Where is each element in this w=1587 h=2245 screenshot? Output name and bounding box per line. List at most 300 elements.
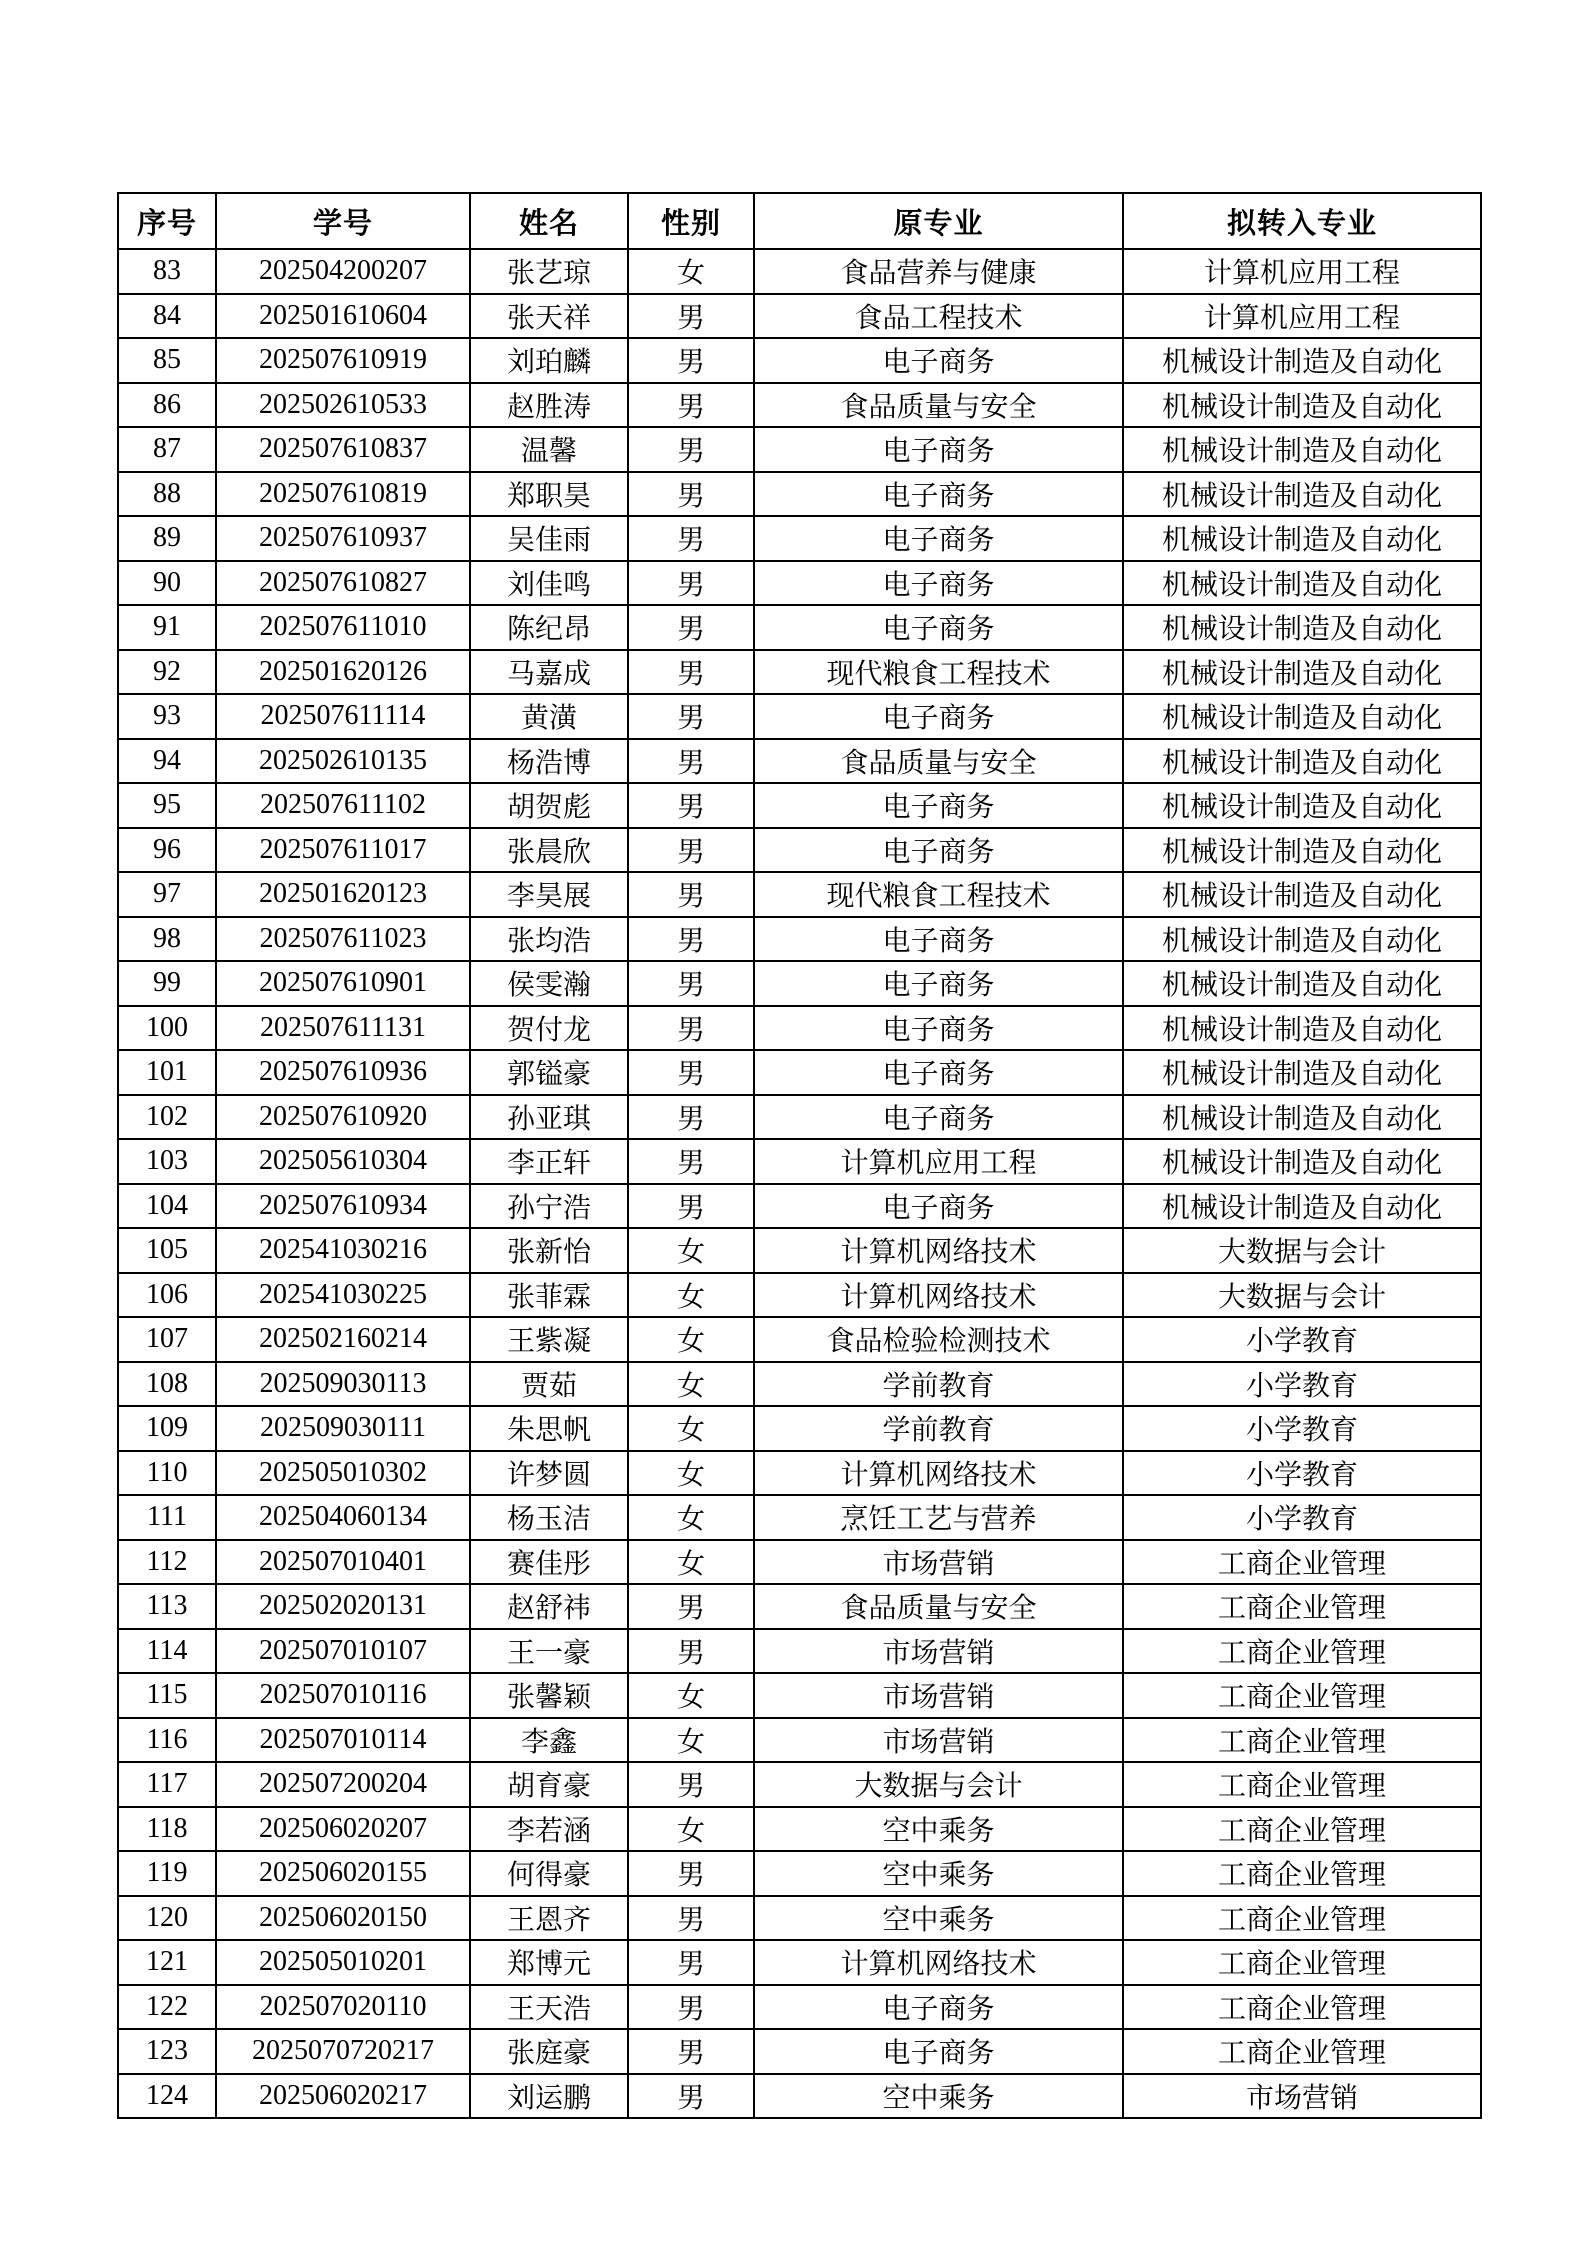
table-row: [118, 1095, 1481, 1140]
cell-original-major: 空中乘务: [754, 1807, 1123, 1852]
cell-gender: 女: [628, 1451, 754, 1496]
cell-name: 张天祥: [470, 294, 628, 339]
cell-serial-number: 98: [118, 917, 216, 962]
cell-gender: 女: [628, 1540, 754, 1585]
table-row: [118, 1406, 1481, 1451]
table-row: [118, 917, 1481, 962]
cell-original-major: 电子商务: [754, 1985, 1123, 2030]
cell-original-major: 计算机网络技术: [754, 1940, 1123, 1985]
cell-gender: 男: [628, 917, 754, 962]
cell-name: 贺付龙: [470, 1006, 628, 1051]
cell-serial-number: 124: [118, 2074, 216, 2119]
table-header-row: [118, 193, 1481, 249]
cell-target-major: 工商企业管理: [1123, 1985, 1481, 2030]
cell-student-id: 202541030225: [216, 1273, 470, 1318]
cell-serial-number: 108: [118, 1362, 216, 1407]
cell-name: 赵舒祎: [470, 1584, 628, 1629]
cell-serial-number: 114: [118, 1629, 216, 1674]
cell-original-major: 电子商务: [754, 516, 1123, 561]
cell-student-id: 202505610304: [216, 1139, 470, 1184]
cell-target-major: 工商企业管理: [1123, 1940, 1481, 1985]
cell-serial-number: 88: [118, 472, 216, 517]
cell-target-major: 小学教育: [1123, 1495, 1481, 1540]
cell-gender: 男: [628, 694, 754, 739]
cell-original-major: 大数据与会计: [754, 1762, 1123, 1807]
cell-serial-number: 121: [118, 1940, 216, 1985]
cell-serial-number: 104: [118, 1184, 216, 1229]
cell-target-major: 工商企业管理: [1123, 1673, 1481, 1718]
cell-target-major: 计算机应用工程: [1123, 249, 1481, 294]
cell-student-id: 202501620126: [216, 650, 470, 695]
cell-target-major: 小学教育: [1123, 1362, 1481, 1407]
cell-original-major: 空中乘务: [754, 1896, 1123, 1941]
cell-target-major: 机械设计制造及自动化: [1123, 1050, 1481, 1095]
cell-gender: 男: [628, 872, 754, 917]
cell-name: 张菲霖: [470, 1273, 628, 1318]
cell-target-major: 机械设计制造及自动化: [1123, 383, 1481, 428]
cell-name: 李正轩: [470, 1139, 628, 1184]
cell-student-id: 202502020131: [216, 1584, 470, 1629]
table-row: [118, 1006, 1481, 1051]
cell-name: 王紫凝: [470, 1317, 628, 1362]
cell-gender: 男: [628, 2074, 754, 2119]
cell-name: 胡育豪: [470, 1762, 628, 1807]
cell-name: 许梦圆: [470, 1451, 628, 1496]
table-row: [118, 249, 1481, 294]
cell-serial-number: 115: [118, 1673, 216, 1718]
table-row: [118, 1896, 1481, 1941]
cell-original-major: 电子商务: [754, 961, 1123, 1006]
cell-student-id: 202502610135: [216, 739, 470, 784]
table-row: [118, 1273, 1481, 1318]
cell-student-id: 202507610901: [216, 961, 470, 1006]
cell-serial-number: 122: [118, 1985, 216, 2030]
cell-serial-number: 89: [118, 516, 216, 561]
cell-name: 贾茹: [470, 1362, 628, 1407]
cell-serial-number: 103: [118, 1139, 216, 1184]
cell-gender: 女: [628, 1228, 754, 1273]
cell-student-id: 202507611017: [216, 828, 470, 873]
cell-gender: 男: [628, 1139, 754, 1184]
cell-name: 郑博元: [470, 1940, 628, 1985]
cell-serial-number: 123: [118, 2029, 216, 2074]
table-row: [118, 694, 1481, 739]
cell-original-major: 电子商务: [754, 427, 1123, 472]
table-row: [118, 1985, 1481, 2030]
cell-gender: 男: [628, 605, 754, 650]
table-row: [118, 472, 1481, 517]
cell-gender: 男: [628, 427, 754, 472]
cell-target-major: 小学教育: [1123, 1317, 1481, 1362]
cell-serial-number: 105: [118, 1228, 216, 1273]
cell-target-major: 机械设计制造及自动化: [1123, 472, 1481, 517]
cell-gender: 男: [628, 1851, 754, 1896]
cell-original-major: 食品质量与安全: [754, 739, 1123, 784]
cell-gender: 男: [628, 650, 754, 695]
cell-name: 刘运鹏: [470, 2074, 628, 2119]
cell-name: 李鑫: [470, 1718, 628, 1763]
cell-serial-number: 120: [118, 1896, 216, 1941]
cell-serial-number: 92: [118, 650, 216, 695]
cell-gender: 男: [628, 783, 754, 828]
cell-serial-number: 109: [118, 1406, 216, 1451]
cell-student-id: 202502160214: [216, 1317, 470, 1362]
cell-name: 胡贺彪: [470, 783, 628, 828]
cell-original-major: 食品检验检测技术: [754, 1317, 1123, 1362]
cell-original-major: 空中乘务: [754, 2074, 1123, 2119]
cell-student-id: 202507611102: [216, 783, 470, 828]
cell-student-id: 202507020110: [216, 1985, 470, 2030]
header-student-id: 学号: [216, 193, 470, 249]
cell-target-major: 工商企业管理: [1123, 2029, 1481, 2074]
cell-serial-number: 100: [118, 1006, 216, 1051]
cell-target-major: 机械设计制造及自动化: [1123, 917, 1481, 962]
cell-gender: 男: [628, 383, 754, 428]
cell-name: 张新怡: [470, 1228, 628, 1273]
cell-gender: 女: [628, 1317, 754, 1362]
table-row: [118, 561, 1481, 606]
cell-serial-number: 119: [118, 1851, 216, 1896]
cell-student-id: 202504200207: [216, 249, 470, 294]
cell-original-major: 市场营销: [754, 1540, 1123, 1585]
cell-name: 杨浩博: [470, 739, 628, 784]
cell-target-major: 机械设计制造及自动化: [1123, 1139, 1481, 1184]
cell-target-major: 机械设计制造及自动化: [1123, 338, 1481, 383]
cell-serial-number: 90: [118, 561, 216, 606]
cell-gender: 男: [628, 1629, 754, 1674]
cell-student-id: 202507611010: [216, 605, 470, 650]
table-row: [118, 828, 1481, 873]
cell-name: 郑职昊: [470, 472, 628, 517]
cell-name: 赵胜涛: [470, 383, 628, 428]
table-row: [118, 1629, 1481, 1674]
cell-target-major: 计算机应用工程: [1123, 294, 1481, 339]
transfer-table: [117, 192, 1482, 2119]
cell-target-major: 机械设计制造及自动化: [1123, 872, 1481, 917]
table-row: [118, 1495, 1481, 1540]
cell-serial-number: 91: [118, 605, 216, 650]
cell-target-major: 机械设计制造及自动化: [1123, 561, 1481, 606]
cell-original-major: 电子商务: [754, 1006, 1123, 1051]
cell-target-major: 市场营销: [1123, 2074, 1481, 2119]
cell-original-major: 电子商务: [754, 1050, 1123, 1095]
cell-name: 王天浩: [470, 1985, 628, 2030]
cell-student-id: 202506020207: [216, 1807, 470, 1852]
cell-original-major: 现代粮食工程技术: [754, 872, 1123, 917]
table-row: [118, 1762, 1481, 1807]
cell-gender: 男: [628, 1050, 754, 1095]
cell-original-major: 学前教育: [754, 1406, 1123, 1451]
cell-student-id: 202507611114: [216, 694, 470, 739]
cell-gender: 男: [628, 1184, 754, 1229]
cell-target-major: 工商企业管理: [1123, 1807, 1481, 1852]
cell-student-id: 202504060134: [216, 1495, 470, 1540]
cell-target-major: 机械设计制造及自动化: [1123, 1006, 1481, 1051]
cell-name: 马嘉成: [470, 650, 628, 695]
cell-student-id: 202507010116: [216, 1673, 470, 1718]
table-row: [118, 294, 1481, 339]
table-row: [118, 383, 1481, 428]
cell-student-id: 202507610919: [216, 338, 470, 383]
cell-target-major: 机械设计制造及自动化: [1123, 516, 1481, 561]
cell-original-major: 学前教育: [754, 1362, 1123, 1407]
cell-name: 李若涵: [470, 1807, 628, 1852]
cell-target-major: 工商企业管理: [1123, 1762, 1481, 1807]
table-row: [118, 961, 1481, 1006]
cell-name: 朱思帆: [470, 1406, 628, 1451]
cell-original-major: 计算机应用工程: [754, 1139, 1123, 1184]
table-row: [118, 1807, 1481, 1852]
cell-gender: 男: [628, 739, 754, 784]
cell-student-id: 202501620123: [216, 872, 470, 917]
cell-target-major: 小学教育: [1123, 1406, 1481, 1451]
cell-serial-number: 97: [118, 872, 216, 917]
cell-name: 吴佳雨: [470, 516, 628, 561]
cell-serial-number: 87: [118, 427, 216, 472]
cell-serial-number: 110: [118, 1451, 216, 1496]
cell-gender: 男: [628, 294, 754, 339]
cell-name: 黄潢: [470, 694, 628, 739]
cell-name: 孙宁浩: [470, 1184, 628, 1229]
cell-name: 杨玉洁: [470, 1495, 628, 1540]
cell-name: 张均浩: [470, 917, 628, 962]
cell-gender: 男: [628, 516, 754, 561]
cell-student-id: 202506020155: [216, 1851, 470, 1896]
cell-serial-number: 111: [118, 1495, 216, 1540]
cell-serial-number: 106: [118, 1273, 216, 1318]
cell-target-major: 机械设计制造及自动化: [1123, 694, 1481, 739]
cell-student-id: 202507010114: [216, 1718, 470, 1763]
table-row: [118, 605, 1481, 650]
cell-gender: 男: [628, 338, 754, 383]
cell-gender: 女: [628, 1362, 754, 1407]
cell-student-id: 202509030113: [216, 1362, 470, 1407]
header-serial-number: 序号: [118, 193, 216, 249]
cell-serial-number: 93: [118, 694, 216, 739]
cell-target-major: 大数据与会计: [1123, 1228, 1481, 1273]
cell-student-id: 202501610604: [216, 294, 470, 339]
cell-student-id: 202507010107: [216, 1629, 470, 1674]
cell-gender: 女: [628, 1495, 754, 1540]
cell-gender: 女: [628, 1807, 754, 1852]
cell-original-major: 食品质量与安全: [754, 1584, 1123, 1629]
cell-gender: 男: [628, 961, 754, 1006]
table-row: [118, 1940, 1481, 1985]
cell-target-major: 小学教育: [1123, 1451, 1481, 1496]
cell-gender: 男: [628, 1985, 754, 2030]
cell-name: 温馨: [470, 427, 628, 472]
table-row: [118, 2029, 1481, 2074]
cell-original-major: 电子商务: [754, 1095, 1123, 1140]
cell-name: 张晨欣: [470, 828, 628, 873]
cell-serial-number: 117: [118, 1762, 216, 1807]
cell-target-major: 机械设计制造及自动化: [1123, 961, 1481, 1006]
cell-name: 侯雯瀚: [470, 961, 628, 1006]
cell-gender: 女: [628, 1273, 754, 1318]
cell-name: 张庭豪: [470, 2029, 628, 2074]
cell-original-major: 食品营养与健康: [754, 249, 1123, 294]
cell-student-id: 202507610819: [216, 472, 470, 517]
cell-gender: 男: [628, 1584, 754, 1629]
cell-target-major: 机械设计制造及自动化: [1123, 828, 1481, 873]
table-row: [118, 872, 1481, 917]
header-original-major: 原专业: [754, 193, 1123, 249]
cell-serial-number: 94: [118, 739, 216, 784]
cell-name: 何得豪: [470, 1851, 628, 1896]
cell-gender: 女: [628, 1718, 754, 1763]
cell-name: 张艺琼: [470, 249, 628, 294]
cell-original-major: 计算机网络技术: [754, 1228, 1123, 1273]
header-name: 姓名: [470, 193, 628, 249]
cell-gender: 男: [628, 1940, 754, 1985]
cell-target-major: 机械设计制造及自动化: [1123, 605, 1481, 650]
cell-target-major: 工商企业管理: [1123, 1718, 1481, 1763]
cell-gender: 男: [628, 828, 754, 873]
cell-student-id: 202507610837: [216, 427, 470, 472]
cell-name: 赛佳彤: [470, 1540, 628, 1585]
cell-name: 郭镒豪: [470, 1050, 628, 1095]
cell-original-major: 电子商务: [754, 472, 1123, 517]
cell-serial-number: 83: [118, 249, 216, 294]
cell-original-major: 电子商务: [754, 783, 1123, 828]
cell-student-id: 202505010302: [216, 1451, 470, 1496]
cell-gender: 女: [628, 1673, 754, 1718]
cell-student-id: 202507611131: [216, 1006, 470, 1051]
table-row: [118, 739, 1481, 784]
table-row: [118, 516, 1481, 561]
cell-original-major: 市场营销: [754, 1673, 1123, 1718]
cell-name: 刘佳鸣: [470, 561, 628, 606]
cell-student-id: 202507010401: [216, 1540, 470, 1585]
cell-student-id: 202507610920: [216, 1095, 470, 1140]
cell-target-major: 工商企业管理: [1123, 1851, 1481, 1896]
cell-serial-number: 99: [118, 961, 216, 1006]
cell-serial-number: 118: [118, 1807, 216, 1852]
cell-serial-number: 116: [118, 1718, 216, 1763]
cell-serial-number: 84: [118, 294, 216, 339]
cell-name: 陈纪昂: [470, 605, 628, 650]
cell-student-id: 202502610533: [216, 383, 470, 428]
table-row: [118, 783, 1481, 828]
cell-student-id: 202541030216: [216, 1228, 470, 1273]
table-row: [118, 1139, 1481, 1184]
cell-original-major: 现代粮食工程技术: [754, 650, 1123, 695]
table-row: [118, 1184, 1481, 1229]
cell-original-major: 电子商务: [754, 2029, 1123, 2074]
cell-student-id: 202507610937: [216, 516, 470, 561]
table-row: [118, 338, 1481, 383]
cell-student-id: 202507610936: [216, 1050, 470, 1095]
cell-original-major: 电子商务: [754, 338, 1123, 383]
cell-name: 孙亚琪: [470, 1095, 628, 1140]
cell-name: 王恩齐: [470, 1896, 628, 1941]
table-row: [118, 1718, 1481, 1763]
cell-gender: 男: [628, 2029, 754, 2074]
cell-original-major: 电子商务: [754, 1184, 1123, 1229]
cell-gender: 男: [628, 1762, 754, 1807]
cell-target-major: 工商企业管理: [1123, 1540, 1481, 1585]
cell-serial-number: 113: [118, 1584, 216, 1629]
table-row: [118, 1362, 1481, 1407]
table-row: [118, 1317, 1481, 1362]
cell-original-major: 空中乘务: [754, 1851, 1123, 1896]
cell-target-major: 机械设计制造及自动化: [1123, 427, 1481, 472]
cell-target-major: 机械设计制造及自动化: [1123, 783, 1481, 828]
cell-target-major: 工商企业管理: [1123, 1584, 1481, 1629]
cell-original-major: 电子商务: [754, 828, 1123, 873]
table-row: [118, 1228, 1481, 1273]
table-row: [118, 1584, 1481, 1629]
cell-target-major: 机械设计制造及自动化: [1123, 1184, 1481, 1229]
cell-original-major: 计算机网络技术: [754, 1273, 1123, 1318]
cell-original-major: 市场营销: [754, 1718, 1123, 1763]
cell-serial-number: 86: [118, 383, 216, 428]
cell-serial-number: 107: [118, 1317, 216, 1362]
cell-student-id: 202509030111: [216, 1406, 470, 1451]
table-row: [118, 1050, 1481, 1095]
cell-serial-number: 85: [118, 338, 216, 383]
table-body: [118, 249, 1481, 2118]
cell-serial-number: 102: [118, 1095, 216, 1140]
cell-student-id: 202507610827: [216, 561, 470, 606]
cell-target-major: 机械设计制造及自动化: [1123, 739, 1481, 784]
cell-serial-number: 112: [118, 1540, 216, 1585]
cell-name: 王一豪: [470, 1629, 628, 1674]
cell-gender: 男: [628, 1095, 754, 1140]
cell-gender: 女: [628, 1406, 754, 1451]
cell-student-id: 202506020150: [216, 1896, 470, 1941]
cell-student-id: 202506020217: [216, 2074, 470, 2119]
cell-name: 刘珀麟: [470, 338, 628, 383]
cell-gender: 女: [628, 249, 754, 294]
table-row: [118, 1540, 1481, 1585]
cell-gender: 男: [628, 561, 754, 606]
cell-target-major: 机械设计制造及自动化: [1123, 650, 1481, 695]
cell-gender: 男: [628, 1006, 754, 1051]
cell-gender: 男: [628, 472, 754, 517]
cell-original-major: 电子商务: [754, 561, 1123, 606]
cell-original-major: 市场营销: [754, 1629, 1123, 1674]
cell-serial-number: 101: [118, 1050, 216, 1095]
table-row: [118, 2074, 1481, 2119]
cell-original-major: 食品工程技术: [754, 294, 1123, 339]
table-row: [118, 1451, 1481, 1496]
cell-student-id: 202507611023: [216, 917, 470, 962]
table-row: [118, 1673, 1481, 1718]
cell-serial-number: 95: [118, 783, 216, 828]
cell-student-id: 202505010201: [216, 1940, 470, 1985]
cell-name: 李昊展: [470, 872, 628, 917]
cell-name: 张馨颖: [470, 1673, 628, 1718]
header-target-major: 拟转入专业: [1123, 193, 1481, 249]
cell-target-major: 大数据与会计: [1123, 1273, 1481, 1318]
cell-original-major: 电子商务: [754, 605, 1123, 650]
cell-student-id: 202507200204: [216, 1762, 470, 1807]
table-row: [118, 427, 1481, 472]
cell-target-major: 工商企业管理: [1123, 1896, 1481, 1941]
cell-original-major: 计算机网络技术: [754, 1451, 1123, 1496]
cell-gender: 男: [628, 1896, 754, 1941]
cell-serial-number: 96: [118, 828, 216, 873]
table-row: [118, 650, 1481, 695]
cell-target-major: 工商企业管理: [1123, 1629, 1481, 1674]
cell-original-major: 电子商务: [754, 694, 1123, 739]
cell-original-major: 电子商务: [754, 917, 1123, 962]
cell-student-id: 2025070720217: [216, 2029, 470, 2074]
header-gender: 性别: [628, 193, 754, 249]
cell-original-major: 烹饪工艺与营养: [754, 1495, 1123, 1540]
table-row: [118, 1851, 1481, 1896]
